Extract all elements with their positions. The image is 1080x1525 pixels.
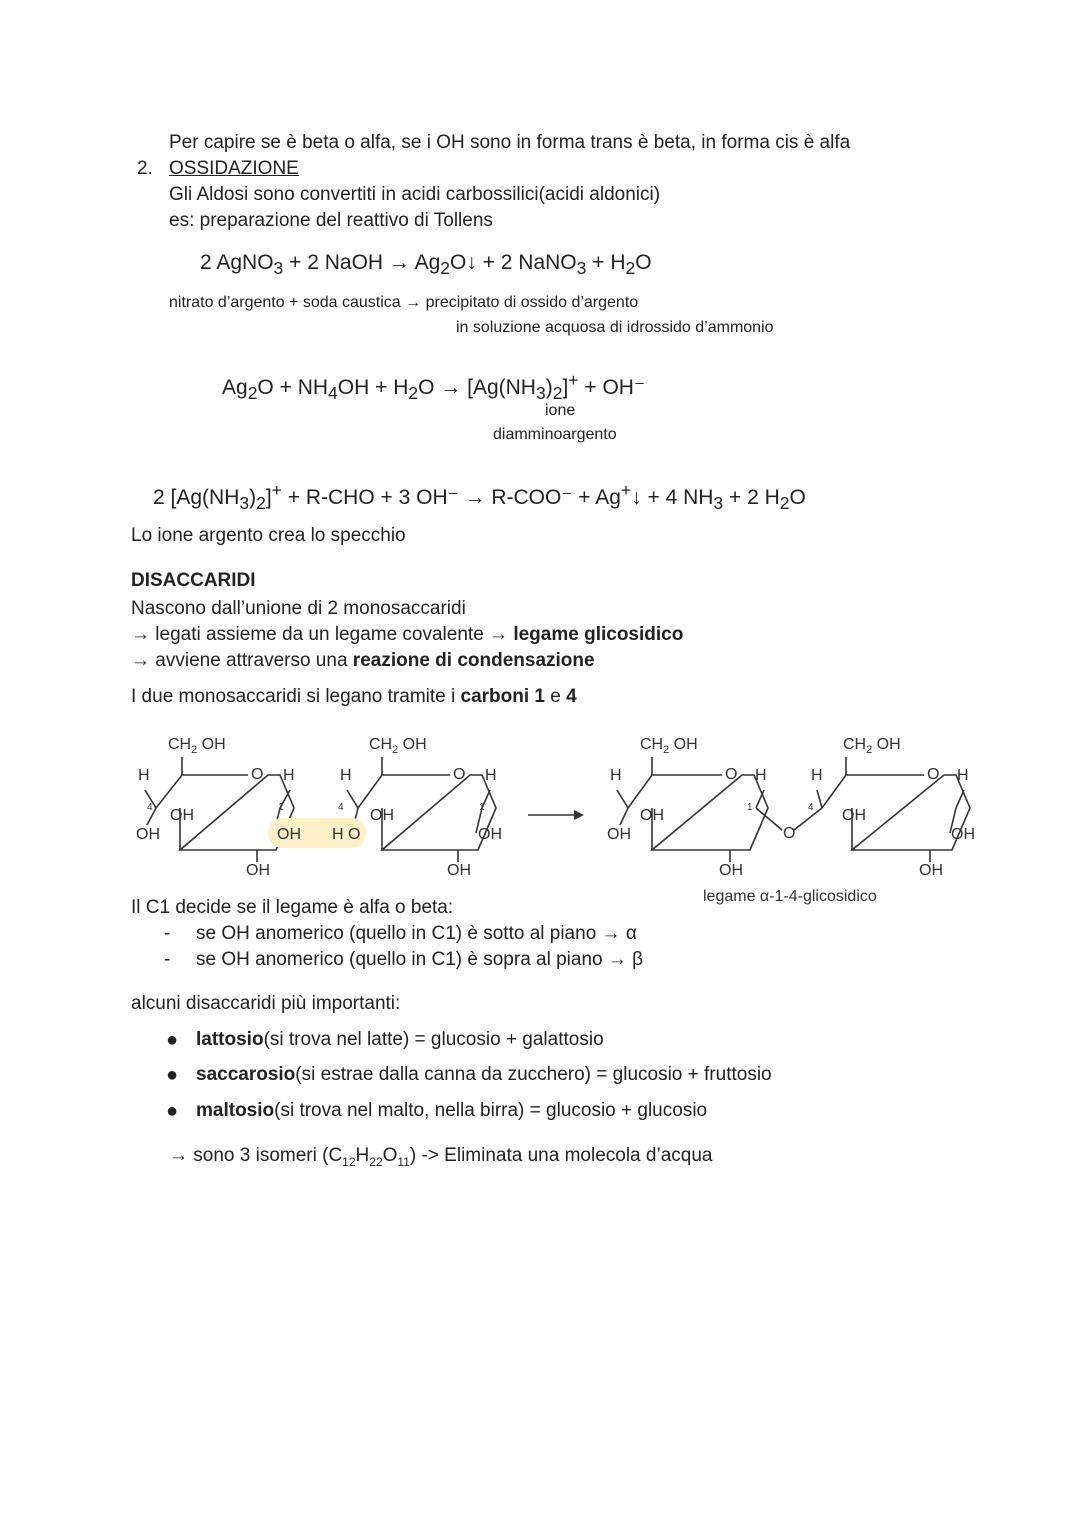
c1-rule-heading: Il C1 decide se il legame è alfa o beta: <box>131 897 454 918</box>
bullet: ● <box>166 1064 179 1086</box>
ring-1-ch2oh-label: $CH_2$ OH <box>168 736 226 756</box>
ring-3-c1-h-bond <box>756 790 764 808</box>
glycosidic-bond-diagram <box>0 725 1080 910</box>
ring-4-c4-h-bond <box>817 790 822 808</box>
section-line-2: es: preparazione del reattivo di Tollens <box>169 210 493 231</box>
ring-2-o-label: O <box>453 766 466 783</box>
equation-tollens-3: 2 $[Ag(NH_3)_2]^+ + R-CHO + 3$ OH⁻ → R-COO⁻ + Ag+↓ + 4 $NH_3 + 2$ $H_2O$ <box>153 480 806 514</box>
ring-1-o-label: O <box>251 766 264 783</box>
ring-3-c4-h-bond <box>617 790 628 808</box>
ring-2-h-label: H <box>340 767 352 784</box>
reaction-arrow-head <box>574 810 584 820</box>
equation-tollens-2: $Ag_2O + NH_4OH + H_2O \to [Ag(NH_3)_2]^+ + OH^-$ <box>222 370 646 404</box>
isomers-line: → sono 3 isomeri $(C_{12}H_{22}O_{11})$ -> Eliminata una molecola d’acqua <box>169 1145 713 1169</box>
bond-label: legame α-1-4-glicosidico <box>703 888 877 905</box>
ring-4-c4-label: 4 <box>808 802 814 813</box>
ring-4-h-label: H <box>811 767 823 784</box>
c1-rule-below: se OH anomerico (quello in C1) è sotto al piano → α <box>196 923 637 944</box>
disaccaridi-line-2: → legati assieme da un legame covalente → legame glicosidico <box>131 624 684 645</box>
ring-2-oh-c1-label: OH <box>478 826 502 843</box>
mirror-note: Lo ione argento crea lo specchio <box>131 525 406 546</box>
ring-4-oh-c3-label: OH <box>842 807 866 824</box>
ring-3-h-label: H <box>610 767 622 784</box>
beta-alpha-note: Per capire se è beta o alfa, se i OH sono in forma trans è beta, in forma cis è alfa <box>169 132 851 153</box>
ring-4-h-c1-label: H <box>957 767 969 784</box>
ring-2-c4-label: 4 <box>338 802 344 813</box>
list-item-text: saccarosio(si estrae dalla canna da zucchero) = glucosio + fruttosio <box>196 1064 772 1085</box>
section-title: OSSIDAZIONE <box>169 158 299 179</box>
ring-1-oh-c3-label: OH <box>170 807 194 824</box>
ring-2-oh-c2-label: OH <box>447 862 471 879</box>
list-item <box>166 1063 178 1088</box>
ring-2-ch2oh-label: $CH_2$ OH <box>369 736 427 756</box>
ring-1-c4-label: 4 <box>147 802 153 813</box>
glycosidic-oxygen-label: O <box>783 825 796 842</box>
ion-label-1: ione <box>545 402 576 419</box>
ion-label-2: diamminoargento <box>493 426 617 443</box>
ring-2-c4-h-bond <box>347 790 358 808</box>
list-item-text: lattosio(si trova nel latte) = glucosio + galattosio <box>196 1029 604 1050</box>
list-item <box>166 1099 178 1124</box>
section-line-1: Gli Aldosi sono convertiti in acidi carbossilici(acidi aldonici) <box>169 184 661 205</box>
disaccaridi-heading: DISACCARIDI <box>131 570 256 591</box>
equation-tollens-1: 2 AgNO$_3$ + 2 NaOH → $Ag_2O↓ + 2$ NaNO$_3$ + $H_2O$ <box>200 251 652 279</box>
ring-2-oh-c3-label: OH <box>370 807 394 824</box>
ring-3-o-label: O <box>725 766 738 783</box>
ring-3-c1-label: 1 <box>747 802 753 813</box>
ring-3-oh-c2-label: OH <box>719 862 743 879</box>
ring-4-o-label: O <box>927 766 940 783</box>
ring-4-c1-h-bond <box>956 790 964 808</box>
ring-1-oh-c4-label: OH <box>136 826 160 843</box>
ring-3-ch2oh-label: $CH_2$ OH <box>640 736 698 756</box>
bullet: ● <box>166 1100 179 1122</box>
ring-1-oh-c2-label: OH <box>246 862 270 879</box>
ring-2-h-c1-label: H <box>485 767 497 784</box>
ring-3-oh-c4-label: OH <box>607 826 631 843</box>
equation-1-caption-2: in soluzione acquosa di idrossido d’ammonio <box>456 319 774 336</box>
ring-4-ch2oh-label: $CH_2$ OH <box>843 736 901 756</box>
list-item-text: maltosio(si trova nel malto, nella birra) = glucosio + glucosio <box>196 1100 708 1121</box>
section-number: 2. <box>137 158 153 179</box>
ring-4-oh-c2-label: OH <box>919 862 943 879</box>
c1-rule-above: se OH anomerico (quello in C1) è sopra al piano → β <box>196 949 644 970</box>
disaccaridi-line-4: I due monosaccaridi si legano tramite i carboni 1 e 4 <box>131 686 577 707</box>
disaccaridi-line-3: → avviene attraverso una reazione di condensazione <box>131 650 595 671</box>
ring-1-oh-c1-label: OH <box>277 826 301 843</box>
ring-3-h-c1-label: H <box>755 767 767 784</box>
ring-3-oh-c3-label: OH <box>640 807 664 824</box>
list-item <box>166 1028 178 1053</box>
ring-1-h-c1-label: H <box>283 767 295 784</box>
c1-rule-dash-1: - <box>164 923 171 944</box>
equation-1-caption-1: nitrato d’argento + soda caustica → precipitato di ossido d’argento <box>169 294 639 311</box>
important-intro: alcuni disaccaridi più importanti: <box>131 993 401 1014</box>
ring-1-c1-label: 1 <box>278 802 284 813</box>
c1-rule-dash-2: - <box>164 949 171 970</box>
ring-2-ho-c4-label: H O <box>332 826 361 843</box>
ring-4-oh-c1-label: OH <box>951 826 975 843</box>
bullet: ● <box>166 1029 179 1051</box>
disaccaridi-line-1: Nascono dall’unione di 2 monosaccaridi <box>131 598 466 619</box>
ring-1-h-label: H <box>138 767 150 784</box>
ring-3-c4-oh-bond <box>620 808 628 825</box>
ring-2-c1-label: 1 <box>479 802 485 813</box>
